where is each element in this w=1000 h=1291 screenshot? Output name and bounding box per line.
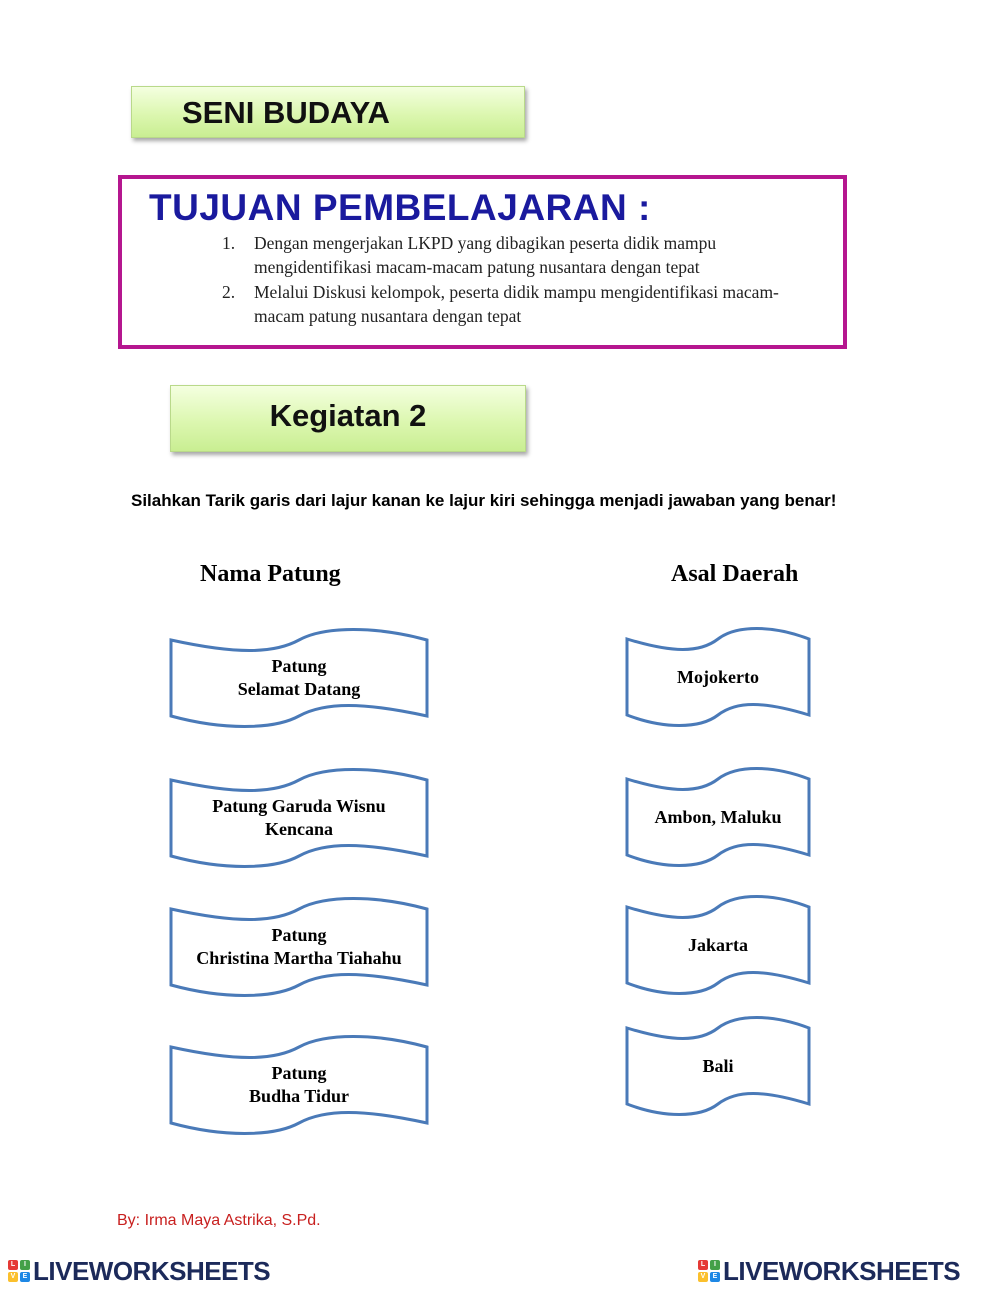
objective-item [222,231,802,279]
objective-number: 2. [222,282,236,302]
activity-title [170,385,526,452]
subject-title [131,86,525,138]
statue-name-label: Patung Garuda Wisnu Kencana [212,796,386,839]
subject-title-text: SENI BUDAYA [182,95,390,130]
objectives-title: TUJUAN PEMBELAJARAN : [149,187,651,228]
liveworksheets-logo[interactable] [8,1256,270,1286]
statue-name-box[interactable] [168,897,430,997]
region-label: Bali [702,1055,734,1076]
liveworksheets-logo-icon: L I V E [8,1260,30,1282]
region-label: Mojokerto [677,666,759,687]
region-box[interactable] [624,627,812,727]
liveworksheets-logo[interactable] [698,1256,960,1286]
liveworksheets-logo-icon: L I V E [698,1260,720,1282]
statue-name-box[interactable] [168,628,430,728]
liveworksheets-logo-text: LIVEWORKSHEETS [33,1255,271,1286]
statue-name-label: Patung Christina Martha Tiahahu [196,925,402,968]
learning-objectives-box [118,175,847,349]
activity-title-text: Kegiatan 2 [269,398,427,433]
author-credit: By: Irma Maya Astrika, S.Pd. [117,1212,321,1229]
statue-name-label: Patung Budha Tidur [249,1063,349,1106]
region-box[interactable] [624,767,812,867]
region-label: Jakarta [688,934,748,955]
objective-text: Melalui Diskusi kelompok, peserta didik mampu mengidentifikasi macam-macam patung nusantara dengan tepat [254,282,779,326]
statue-name-label: Patung Selamat Datang [237,656,361,699]
statue-name-box[interactable] [168,1035,430,1135]
objectives-list [222,231,802,329]
objective-text: Dengan mengerjakan LKPD yang dibagikan peserta didik mampu mengidentifikasi macam-macam patung nusantara dengan tepat [254,233,717,277]
region-box[interactable] [624,895,812,995]
region-label: Ambon, Maluku [654,806,782,827]
statue-name-box[interactable] [168,768,430,868]
left-column-heading: Nama Patung [200,561,341,587]
objective-item [222,280,802,328]
right-column-heading: Asal Daerah [671,561,799,587]
liveworksheets-logo-text: LIVEWORKSHEETS [723,1255,961,1286]
instruction-text: Silahkan Tarik garis dari lajur kanan ke lajur kiri sehingga menjadi jawaban yang benar! [131,491,837,510]
region-box[interactable] [624,1016,812,1116]
objective-number: 1. [222,233,236,253]
